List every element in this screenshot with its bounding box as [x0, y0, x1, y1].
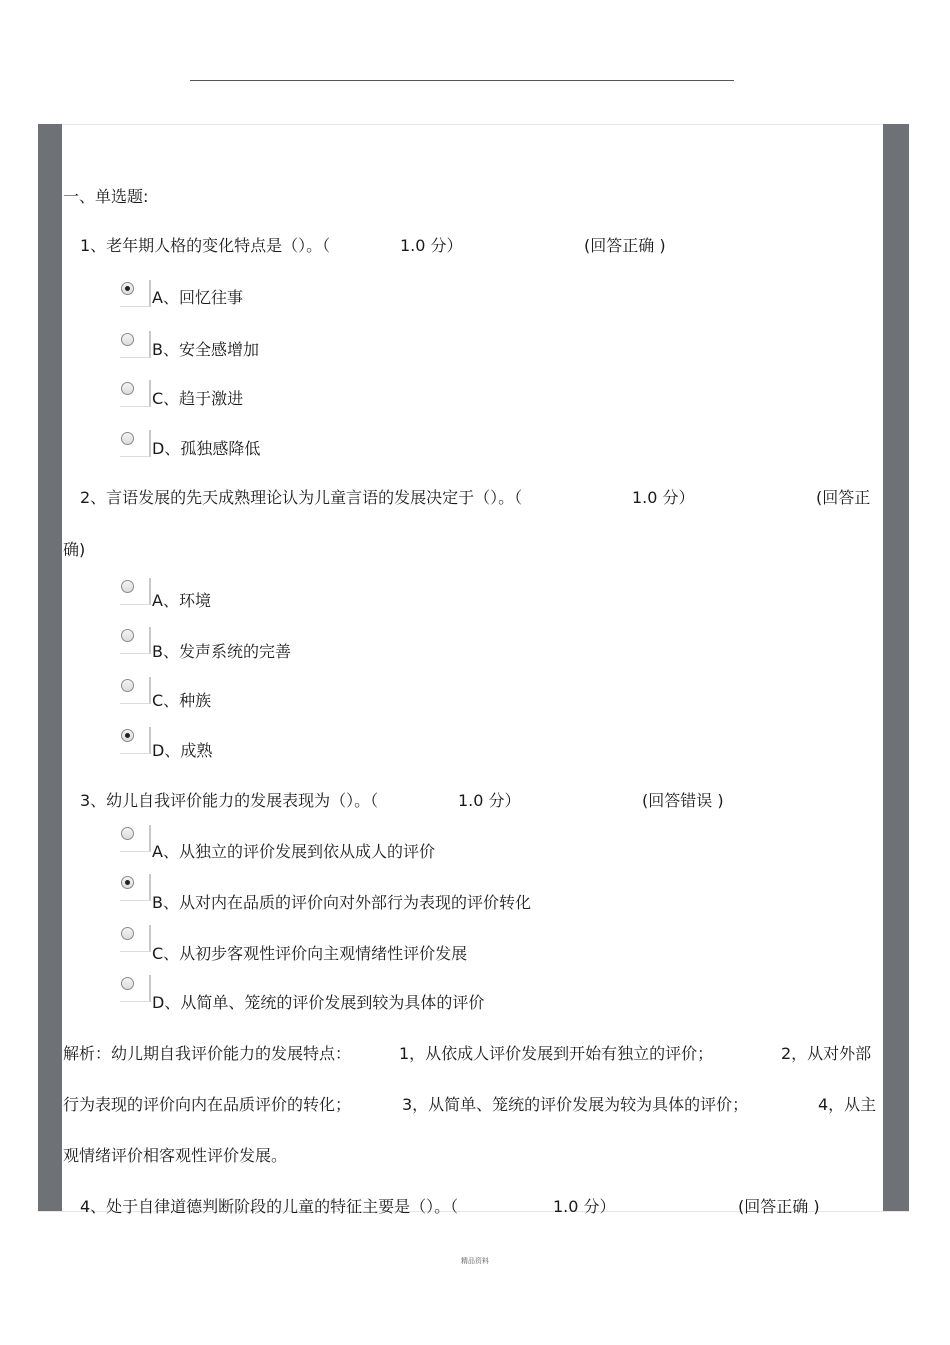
- frame-top-edge: [38, 124, 909, 125]
- radio-frame: [120, 430, 151, 457]
- option-label: C、趋于激进: [152, 389, 244, 408]
- option-label: B、安全感增加: [152, 340, 259, 359]
- radio-frame: [120, 825, 151, 852]
- radio-button[interactable]: [121, 827, 134, 840]
- radio-button[interactable]: [121, 927, 134, 940]
- analysis-text: 3，从简单、笼统的评价发展为较为具体的评价；: [402, 1095, 749, 1114]
- question-stem: 3、幼儿自我评价能力的发展表现为（）。（: [80, 791, 379, 810]
- radio-button[interactable]: [121, 382, 134, 395]
- radio-button-checked[interactable]: [121, 729, 134, 742]
- analysis-text: 2，从对外部: [781, 1044, 872, 1063]
- option-label: D、孤独感降低: [152, 439, 261, 458]
- radio-button-checked[interactable]: [121, 876, 134, 889]
- top-rule: [190, 80, 734, 81]
- analysis-text: 行为表现的评价向内在品质评价的转化；: [63, 1095, 352, 1114]
- radio-frame: [120, 280, 151, 307]
- analysis-text: 1，从依成人评价发展到开始有独立的评价；: [399, 1044, 714, 1063]
- option-label: C、从初步客观性评价向主观情绪性评价发展: [152, 944, 468, 963]
- question-stem: 1、老年期人格的变化特点是（）。（: [80, 236, 331, 255]
- analysis-text: 4，从主: [818, 1095, 877, 1114]
- option-label: B、从对内在品质的评价向对外部行为表现的评价转化: [152, 893, 531, 912]
- radio-button[interactable]: [121, 333, 134, 346]
- question-score: 1.0 分）: [553, 1197, 616, 1216]
- question-stem: 2、言语发展的先天成熟理论认为儿童言语的发展决定于（）。（: [80, 488, 523, 507]
- radio-button[interactable]: [121, 432, 134, 445]
- option-label: A、环境: [152, 591, 211, 610]
- radio-frame: [120, 677, 151, 704]
- option-label: A、回忆往事: [152, 288, 243, 307]
- section-title: 一、单选题:: [63, 187, 149, 206]
- radio-frame: [120, 925, 151, 952]
- option-label: A、从独立的评价发展到依从成人的评价: [152, 842, 435, 861]
- radio-frame: [120, 331, 151, 358]
- question-score: 1.0 分）: [400, 236, 463, 255]
- radio-frame: [120, 627, 151, 654]
- option-label: C、种族: [152, 691, 212, 710]
- answer-status: (回答正确 ): [738, 1197, 820, 1216]
- answer-status: (回答正确 ): [584, 236, 666, 255]
- radio-frame: [120, 380, 151, 407]
- radio-frame: [120, 975, 151, 1002]
- answer-status: (回答错误 ): [642, 791, 724, 810]
- option-label: D、成熟: [152, 741, 213, 760]
- footer-note: 精品资料: [461, 1257, 489, 1265]
- radio-button[interactable]: [121, 580, 134, 593]
- radio-button[interactable]: [121, 679, 134, 692]
- left-side-bar: [38, 124, 62, 1212]
- answer-status-wrap: 确): [63, 540, 86, 559]
- right-side-bar: [883, 124, 909, 1212]
- option-label: B、发声系统的完善: [152, 642, 291, 661]
- answer-status: (回答正: [816, 488, 871, 507]
- radio-button[interactable]: [121, 977, 134, 990]
- radio-frame: [120, 874, 151, 901]
- question-score: 1.0 分）: [632, 488, 695, 507]
- radio-button-checked[interactable]: [121, 282, 134, 295]
- analysis-text: 解析：幼儿期自我评价能力的发展特点：: [63, 1044, 352, 1063]
- question-score: 1.0 分）: [458, 791, 521, 810]
- question-stem: 4、处于自律道德判断阶段的儿童的特征主要是（）。（: [80, 1197, 459, 1216]
- radio-frame: [120, 578, 151, 605]
- radio-frame: [120, 727, 151, 754]
- option-label: D、从简单、笼统的评价发展到较为具体的评价: [152, 993, 485, 1012]
- radio-button[interactable]: [121, 629, 134, 642]
- analysis-text: 观情绪评价相客观性评价发展。: [63, 1146, 288, 1165]
